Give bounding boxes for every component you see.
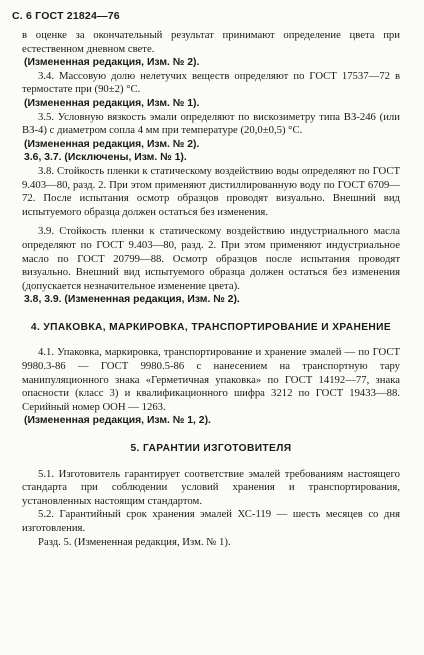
section-title-5: 5. ГАРАНТИИ ИЗГОТОВИТЕЛЯ <box>130 443 292 455</box>
paragraph-4-1: 4.1. Упаковка, маркировка, транспортирование и хранение эмалей — по ГОСТ 9980.3-86 — ГОСТ 9980.5-86 с нанесением на транспортную тару манипуляционного знака «Герметичная упаковка» по ГОСТ 14192—77, знака опасности (класс 3) и квалификационного шифра 3212 по ГОСТ 19433—88. Серийный номер ООН — 1263. <box>22 346 400 413</box>
excluded-note: 3.6, 3.7. (Исключены, Изм. № 1). <box>24 152 187 164</box>
paragraph-5-2: 5.2. Гарантийный срок хранения эмалей ХС-119 — шесть месяцев со дня изготовления. <box>22 508 400 534</box>
paragraph-3-8: 3.8. Стойкость пленки к статическому воздействию воды определяют по ГОСТ 9.403—80, разд. 2. При этом применяют дистиллированную воду по ГОСТ 6709—72. После испытания осмотр образцов проводят визуально. Внешний вид испытуемого образца должен остаться без изменения. <box>22 164 400 218</box>
document-body <box>22 29 400 549</box>
amendment-note-section-5: Разд. 5. (Измененная редакция, Изм. № 1). <box>38 535 231 548</box>
amendment-note: (Измененная редакция, Изм. № 2). <box>24 57 200 69</box>
amendment-note: 3.8, 3.9. (Измененная редакция, Изм. № 2). <box>24 294 240 306</box>
paragraph-5-1: 5.1. Изготовитель гарантирует соответствие эмалей требованиям настоящего стандарта при соблюдении условий хранения и транспортирования, установленных настоящим стандартом. <box>22 467 400 507</box>
amendment-note: (Измененная редакция, Изм. № 1, 2). <box>24 415 211 427</box>
paragraph-color-continuation: в оценке за окончательный результат принимают определение цвета при естественном дневном свете. <box>22 29 400 55</box>
paragraph-3-5: 3.5. Условную вязкость эмали определяют по вискозиметру типа ВЗ-246 (или ВЗ-4) с диаметром сопла 4 мм при температуре (20,0±0,5) °С. <box>22 110 400 137</box>
paragraph-3-4: 3.4. Массовую долю нелетучих веществ определяют по ГОСТ 17537—72 в термостате при (90±2) °С. <box>22 69 400 96</box>
page-header: С. 6 ГОСТ 21824—76 <box>12 10 120 22</box>
amendment-note: (Измененная редакция, Изм. № 2). <box>24 138 200 150</box>
paragraph-3-9: 3.9. Стойкость пленки к статическому воздействию индустриального масла определяют по ГОСТ 9.403—80, разд. 2. При этом применяют индустриальное масло по ГОСТ 20799—88. Осмотр образцов после испытания проводят визуально. Внешний вид испытуемого образца должен остаться без изменения (допускается незначительное изменение цвета). <box>22 225 400 292</box>
section-title-4: 4. УПАКОВКА, МАРКИРОВКА, ТРАНСПОРТИРОВАНИЕ И ХРАНЕНИЕ <box>30 321 392 333</box>
amendment-note: (Измененная редакция, Изм. № 1). <box>24 97 200 109</box>
